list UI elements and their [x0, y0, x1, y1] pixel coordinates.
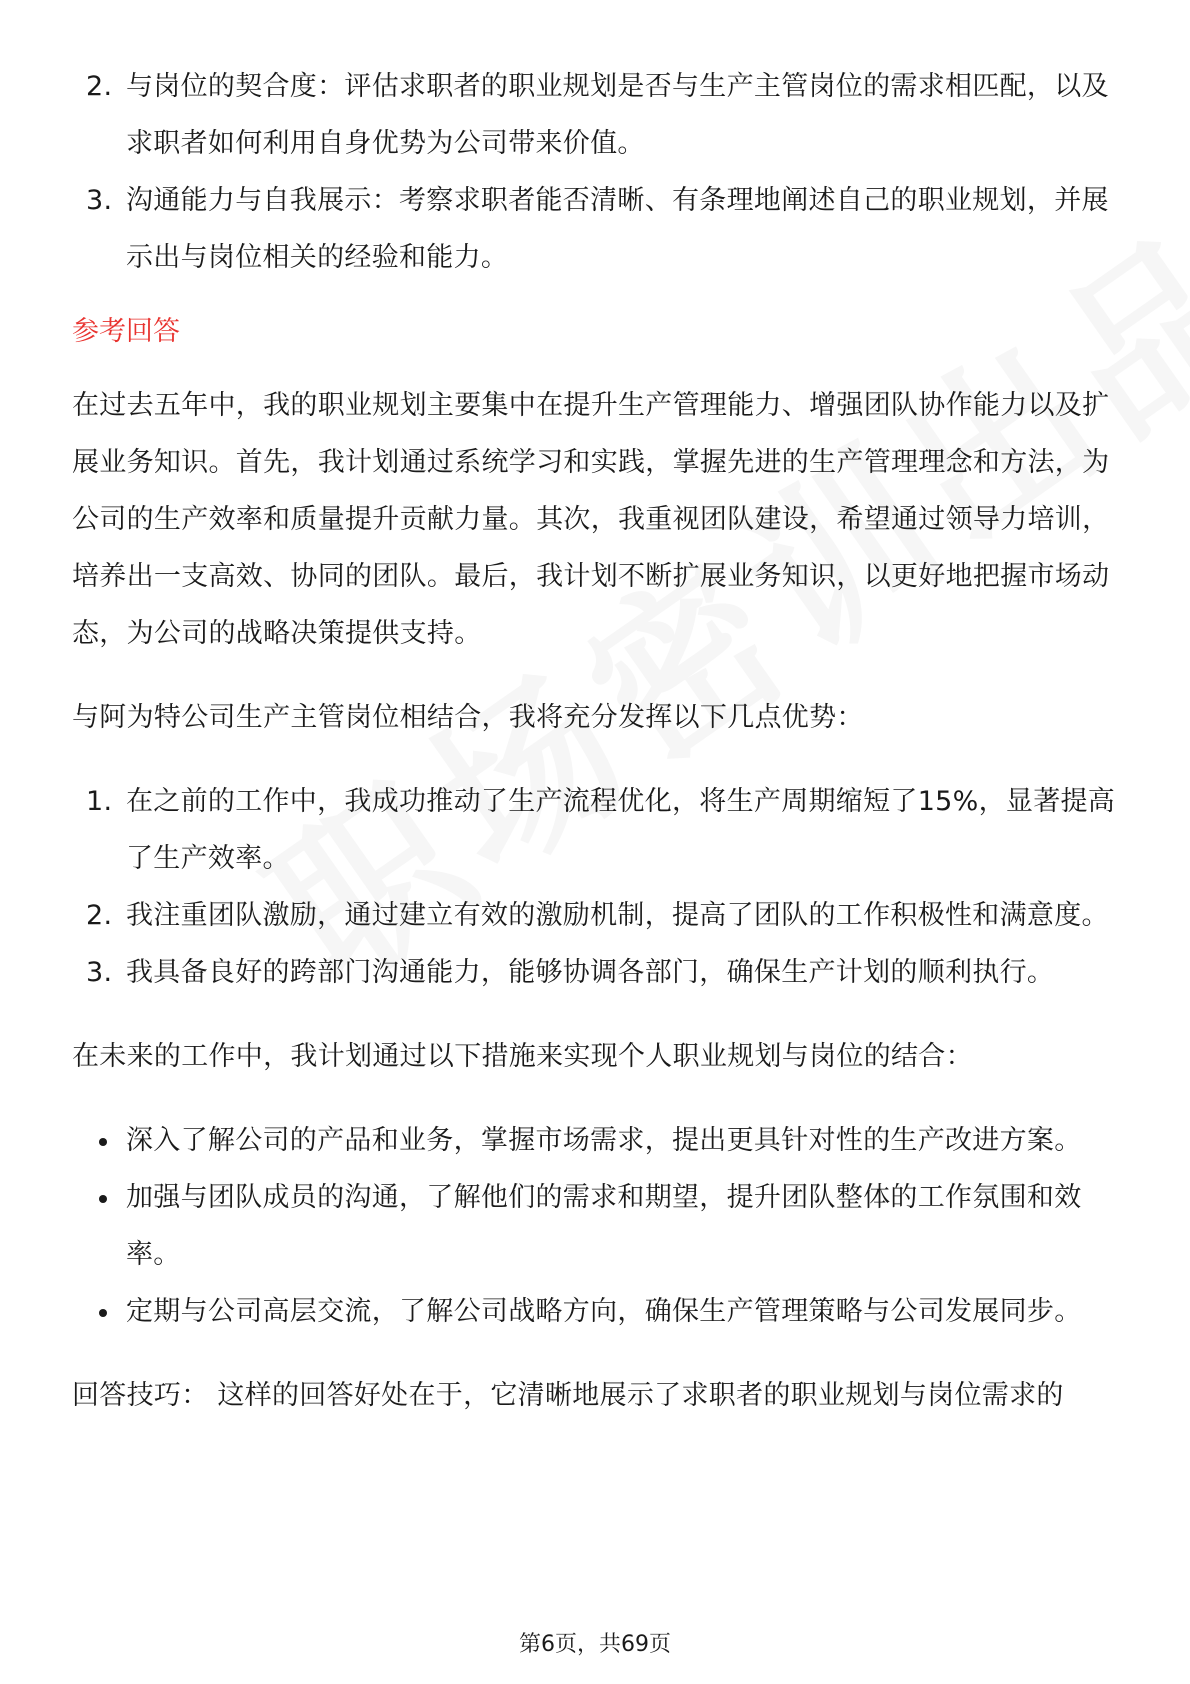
list-item — [72, 773, 1118, 887]
list-item — [72, 172, 1118, 286]
list-item — [72, 1112, 1118, 1169]
bullet-icon — [99, 1309, 107, 1317]
list-number: 3. — [86, 185, 113, 216]
list-item-text: 沟通能力与自我展示：考察求职者能否清晰、有条理地阐述自己的职业规划，并展示出与岗位相关的经验和能力。 — [126, 185, 1109, 273]
measures-list — [72, 1112, 1118, 1340]
page-number: 第6页，共69页 — [519, 1632, 671, 1657]
list-item — [72, 944, 1118, 1001]
list-item — [72, 58, 1118, 172]
list-item-text: 定期与公司高层交流，了解公司战略方向，确保生产管理策略与公司发展同步。 — [126, 1296, 1082, 1327]
measures-intro: 在未来的工作中，我计划通过以下措施来实现个人职业规划与岗位的结合： — [72, 1041, 973, 1072]
list-number: 3. — [86, 957, 113, 988]
list-item-text: 我注重团队激励，通过建立有效的激励机制，提高了团队的工作积极性和满意度。 — [126, 900, 1109, 931]
list-item — [72, 887, 1118, 944]
bullet-icon — [99, 1138, 107, 1146]
list-number: 1. — [86, 786, 113, 817]
document-body — [72, 58, 1118, 1424]
section-heading: 参考回答 — [72, 316, 180, 347]
answer-tips-paragraph: 回答技巧： 这样的回答好处在于，它清晰地展示了求职者的职业规划与岗位需求的 — [72, 1380, 1064, 1411]
list-item-text: 在之前的工作中，我成功推动了生产流程优化，将生产周期缩短了15%，显著提高了生产效率。 — [126, 786, 1116, 874]
evaluation-criteria-list — [72, 58, 1118, 286]
list-item — [72, 1283, 1118, 1340]
list-item-text: 深入了解公司的产品和业务，掌握市场需求，提出更具针对性的生产改进方案。 — [126, 1125, 1082, 1156]
bullet-icon — [99, 1195, 107, 1203]
list-item-text: 与岗位的契合度：评估求职者的职业规划是否与生产主管岗位的需求相匹配，以及求职者如何利用自身优势为公司带来价值。 — [126, 71, 1109, 159]
advantages-intro: 与阿为特公司生产主管岗位相结合，我将充分发挥以下几点优势： — [72, 702, 864, 733]
advantages-list — [72, 773, 1118, 1001]
list-item-text: 加强与团队成员的沟通，了解他们的需求和期望，提升团队整体的工作氛围和效率。 — [126, 1182, 1082, 1270]
list-number: 2. — [86, 900, 113, 931]
answer-paragraph: 在过去五年中，我的职业规划主要集中在提升生产管理能力、增强团队协作能力以及扩展业务知识。首先，我计划通过系统学习和实践，掌握先进的生产管理理念和方法，为公司的生产效率和质量提升贡献力量。其次，我重视团队建设，希望通过领导力培训，培养出一支高效、协同的团队。最后，我计划不断扩展业务知识，以更好地把握市场动态，为公司的战略决策提供支持。 — [72, 390, 1110, 649]
list-number: 2. — [86, 71, 113, 102]
list-item-text: 我具备良好的跨部门沟通能力，能够协调各部门，确保生产计划的顺利执行。 — [126, 957, 1055, 988]
list-item — [72, 1169, 1118, 1283]
